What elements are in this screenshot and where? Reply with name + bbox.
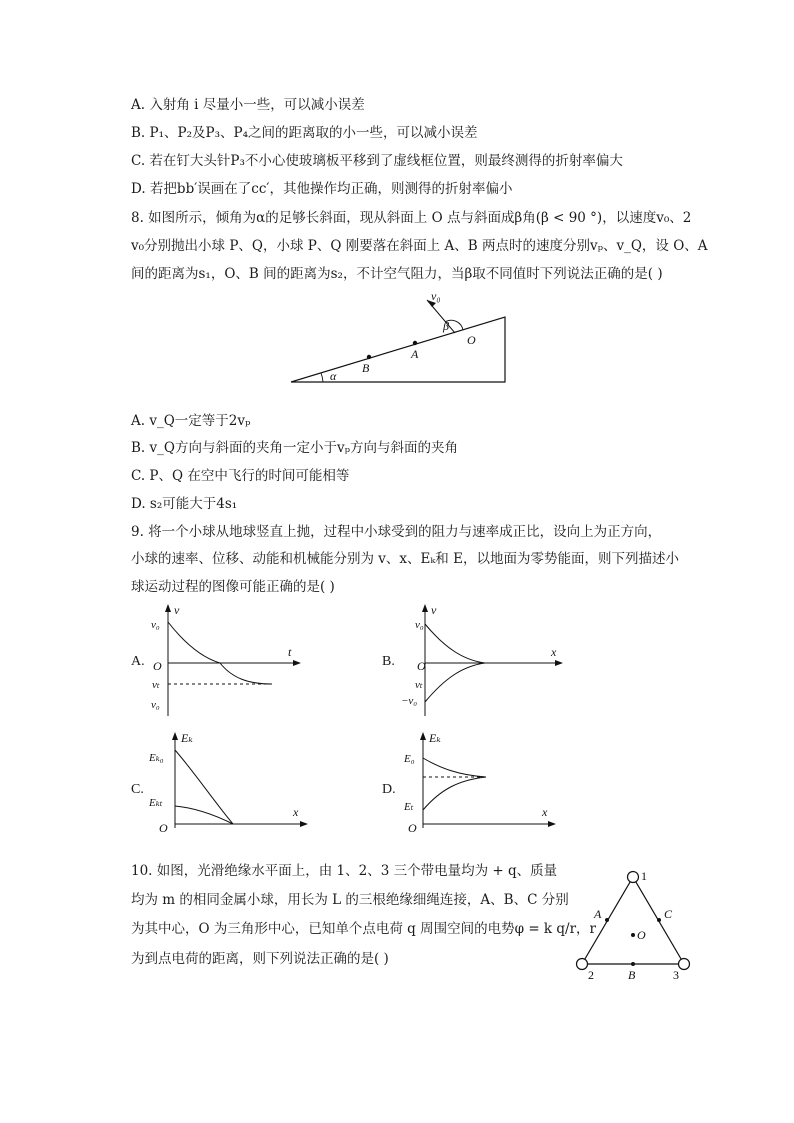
label-alpha: α xyxy=(330,369,337,383)
graph-d-et: Eₜ xyxy=(404,801,414,813)
midpoint-c xyxy=(657,918,661,922)
graph-b xyxy=(395,600,570,720)
label-v0: v₀ xyxy=(431,289,441,303)
graph-c-curve-downward xyxy=(175,806,233,824)
label-a: A xyxy=(411,347,419,361)
label-o: O xyxy=(467,333,476,347)
graph-b-vt: vₜ xyxy=(415,679,423,691)
graph-d-origin: O xyxy=(408,821,417,835)
q7-option-b: B. P₁、P₂及P₃、P₄之间的距离取的小一些，可以减小误差 xyxy=(131,125,478,141)
graph-d xyxy=(398,728,568,838)
label-a: A xyxy=(594,907,602,921)
q10-text-line-2: 均为 m 的相同金属小球，用长为 L 的三根绝缘细绳连接，A、B、C 分别 xyxy=(131,892,569,908)
graph-c-ek0: Eₖ₀ xyxy=(149,752,164,764)
q8-option-c: C. P、Q 在空中飞行的时间可能相等 xyxy=(131,468,350,484)
label-2: 2 xyxy=(588,968,594,982)
q10-text-line-1: 10. 如图，光滑绝缘水平面上，由 1、2、3 三个带电量均为 + q、质量 xyxy=(131,863,558,879)
label-o: O xyxy=(637,928,646,942)
graph-a xyxy=(148,600,318,720)
label-1: 1 xyxy=(641,869,647,883)
graph-d-letter: D. xyxy=(382,782,396,797)
q8-text-line-1: 8. 如图所示，倾角为α的足够长斜面，现从斜面上 O 点与斜面成β角(β < 90 °)，以速度v₀、2 xyxy=(131,210,692,226)
q10-triangle-figure xyxy=(570,866,700,986)
graph-c-curve-upward xyxy=(175,750,233,824)
graph-c-y-label: Eₖ xyxy=(181,731,193,745)
graph-b-curve-down xyxy=(425,663,485,702)
graph-b-v0-top: v₀ xyxy=(415,619,424,631)
q8-text-line-3: 间的距离为s₁，O、B 间的距离为s₂，不计空气阻力，当β取不同值时下列说法正确的是( ) xyxy=(131,266,663,282)
label-b: B xyxy=(628,968,636,982)
graph-b-origin: O xyxy=(417,659,426,673)
q10-text-line-4: 为到点电荷的距离，则下列说法正确的是( ) xyxy=(131,951,389,967)
q8-option-a: A. v_Q一定等于2vₚ xyxy=(131,413,251,429)
q7-option-a: A. 入射角 i 尽量小一些，可以减小误差 xyxy=(131,97,365,113)
graph-a-curve-up xyxy=(168,622,220,663)
graph-a-v0-top: v₀ xyxy=(151,619,160,631)
graph-b-y-label: v xyxy=(431,603,437,617)
point-b-dot xyxy=(367,355,371,359)
graph-a-y-label: v xyxy=(174,603,180,617)
graph-c-ekt: Eₖₜ xyxy=(149,797,163,809)
midpoint-a xyxy=(605,918,609,922)
label-beta: β xyxy=(443,319,449,333)
label-3: 3 xyxy=(673,968,679,982)
graph-c-origin: O xyxy=(159,821,168,835)
q10-text-line-3: 为其中心，O 为三角形中心，已知单个点电荷 q 周围空间的电势φ = k q/r，r xyxy=(131,921,596,937)
q7-option-c: C. 若在钉大头针P₃不小心使玻璃板平移到了虚线框位置，则最终测得的折射率偏大 xyxy=(131,153,623,169)
graph-c-x-label: x xyxy=(293,805,299,819)
graph-d-curve-bottom xyxy=(423,777,486,810)
graph-d-x-label: x xyxy=(542,805,548,819)
graph-d-y-label: Eₖ xyxy=(429,731,441,745)
center-o xyxy=(631,933,635,937)
graph-c-letter: C. xyxy=(131,782,144,797)
label-c: C xyxy=(664,907,673,921)
incline-triangle xyxy=(291,317,505,382)
q7-option-d: D. 若把bb′误画在了cc′，其他操作均正确，则测得的折射率偏小 xyxy=(131,181,513,197)
alpha-arc xyxy=(321,373,323,382)
ball-2 xyxy=(577,959,588,970)
graph-d-curve-top xyxy=(423,758,486,777)
q8-text-line-2: v₀分别抛出小球 P、Q，小球 P、Q 刚要落在斜面上 A、B 两点时的速度分别vₚ、v_Q，设 O、A xyxy=(131,238,708,254)
graph-b-neg-v0: −v₀ xyxy=(401,695,418,707)
graph-d-e0: E₀ xyxy=(404,753,415,765)
q8-incline-figure xyxy=(285,286,515,386)
graph-b-curve-up xyxy=(425,624,485,663)
point-a-dot xyxy=(413,341,417,345)
label-b: B xyxy=(362,361,370,375)
q9-text-line-1: 9. 将一个小球从地球竖直上抛，过程中小球受到的阻力与速率成正比，设向上为正方向， xyxy=(131,524,662,540)
graph-a-vt: vₜ xyxy=(152,679,160,691)
graph-b-letter: B. xyxy=(382,654,395,669)
ball-3 xyxy=(679,959,690,970)
graph-a-curve-down xyxy=(220,663,272,684)
graph-a-letter: A. xyxy=(131,654,145,669)
q8-option-b: B. v_Q方向与斜面的夹角一定小于vₚ方向与斜面的夹角 xyxy=(131,440,458,456)
graph-a-origin: O xyxy=(153,659,162,673)
graph-c xyxy=(145,728,315,838)
q9-text-line-3: 球运动过程的图像可能正确的是( ) xyxy=(131,579,335,595)
graph-a-v0-bottom: v₀ xyxy=(151,699,160,711)
midpoint-b xyxy=(631,962,635,966)
graph-b-x-label: x xyxy=(551,645,557,659)
q8-option-d: D. s₂可能大于4s₁ xyxy=(131,496,238,512)
ball-1 xyxy=(628,872,639,883)
graph-a-x-label: t xyxy=(288,645,292,659)
q9-text-line-2: 小球的速率、位移、动能和机械能分别为 v、x、Eₖ和 E，以地面为零势能面，则下列描述小 xyxy=(131,551,679,567)
